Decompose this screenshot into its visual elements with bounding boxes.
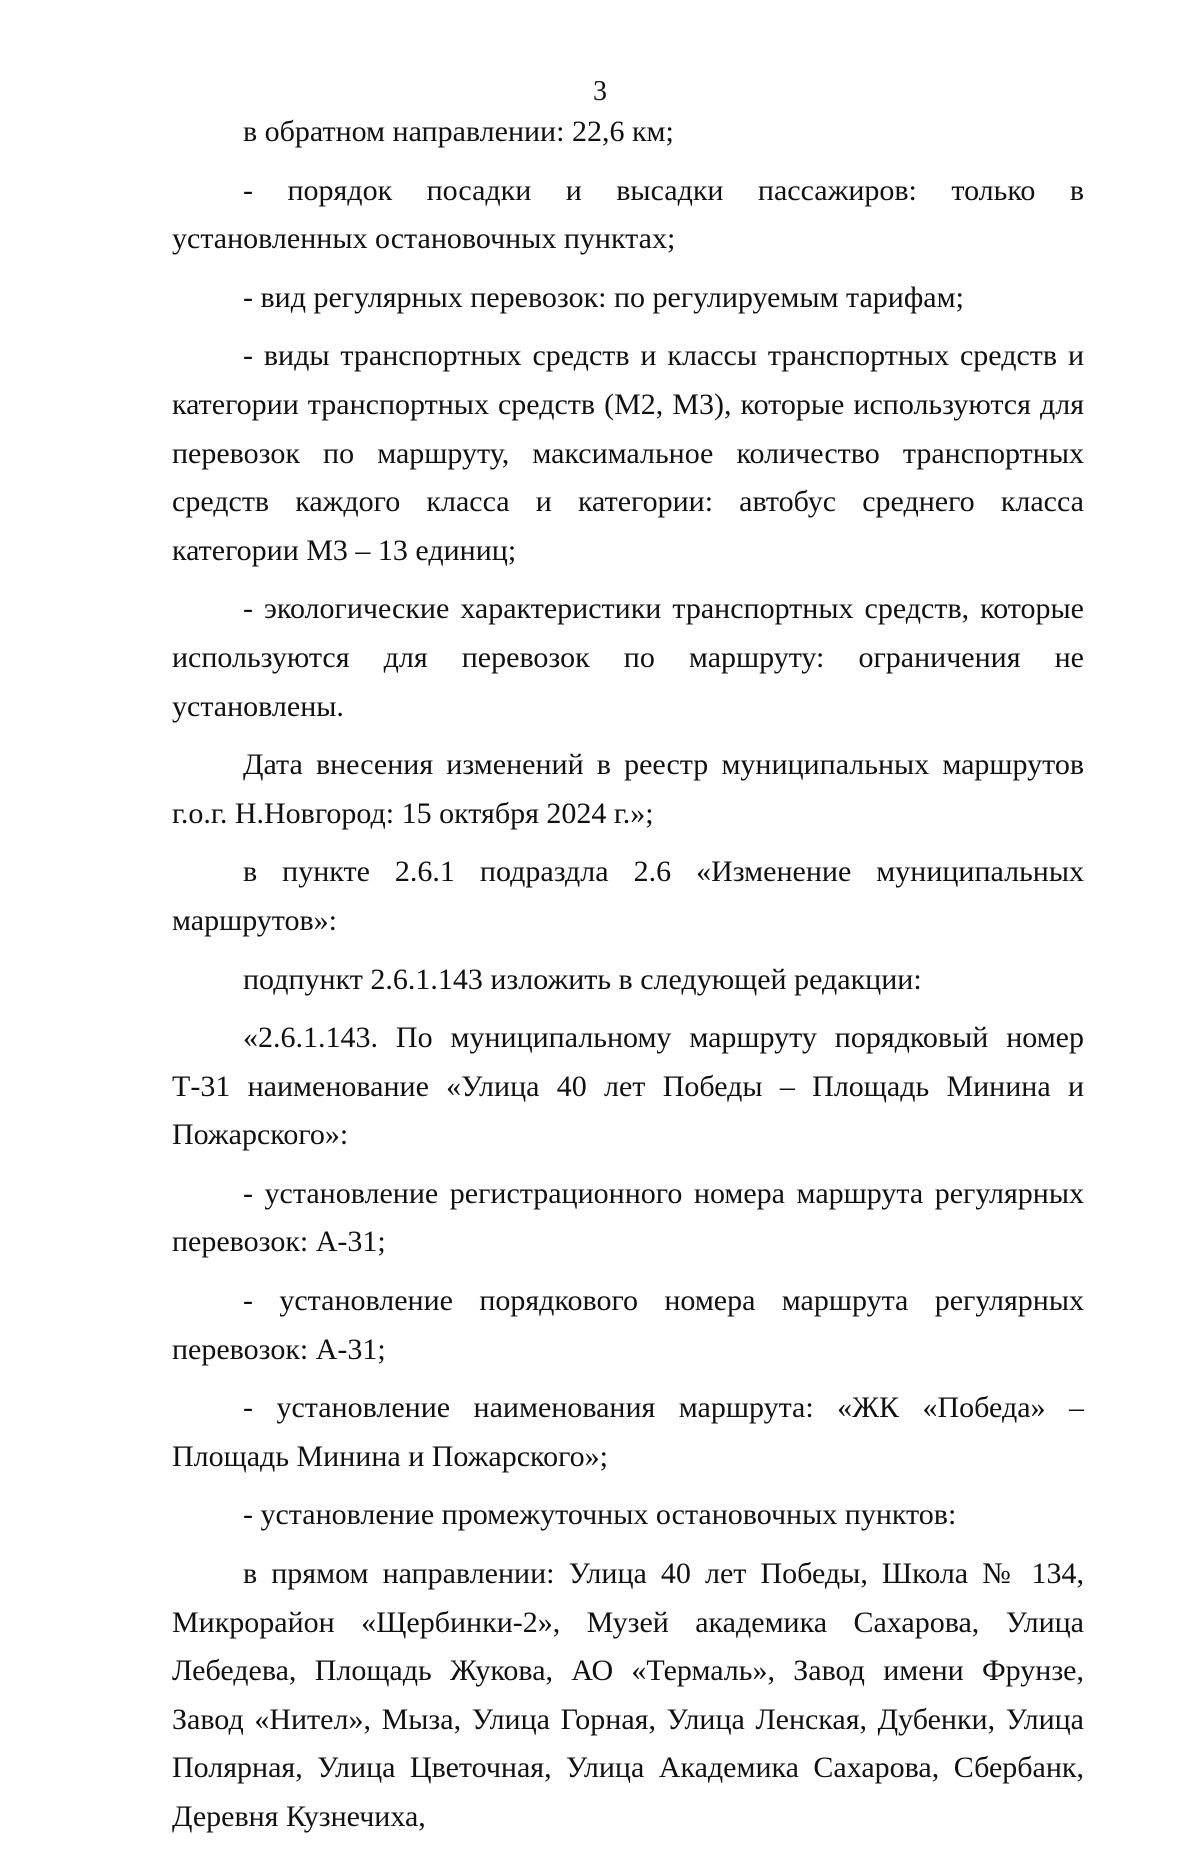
paragraph-sequence-number: - установление порядкового номера маршрута регулярных перевозок: А-31; bbox=[172, 1284, 1084, 1366]
page-number: 3 bbox=[593, 76, 607, 107]
paragraph-boarding-order: - порядок посадки и высадки пассажиров: только в установленных остановочных пунктах; bbox=[172, 173, 1084, 256]
paragraph-route-name: - установление наименования маршрута: «ЖК «Победа» – Площадь Минина и Пожарского»; bbox=[172, 1391, 1084, 1473]
paragraph-ecological-characteristics: - экологические характеристики транспортных средств, которые используются для перевозок по маршруту: ограничения не установлены. bbox=[172, 592, 1084, 723]
document-body bbox=[172, 108, 1084, 1852]
paragraph-reverse-direction-length: в обратном направлении: 22,6 км; bbox=[243, 115, 674, 148]
paragraph-subclause-edit: подпункт 2.6.1.143 изложить в следующей редакции: bbox=[243, 962, 922, 996]
paragraph-registration-number: - установление регистрационного номера маршрута регулярных перевозок: А-31; bbox=[172, 1176, 1084, 1259]
paragraph-vehicle-classes: - виды транспортных средств и классы транспортных средств и категории транспортных средств (М2, М3), которые используются для перевозок по маршруту, максимальное количество транспортных средств каждого класса и категории: автобус среднего класса категории М3 – 13 единиц; bbox=[172, 339, 1084, 567]
paragraph-intermediate-stops: - установление промежуточных остановочных пунктов: bbox=[243, 1498, 957, 1532]
paragraph-registry-change-date: Дата внесения изменений в реестр муниципальных маршрутов г.о.г. Н.Новгород: 15 октября 2024 г.»; bbox=[172, 748, 1084, 830]
paragraph-clause-reference: в пункте 2.6.1 подраздла 2.6 «Изменение муниципальных маршрутов»: bbox=[172, 855, 1084, 937]
paragraph-forward-direction-stops: в прямом направлении: Улица 40 лет Победы, Школа № 134, Микрорайон «Щербинки-2», Музей академика Сахарова, Улица Лебедева, Площадь Жукова, АО «Термаль», Завод имени Фрунзе, Завод «Нител», Мыза, Улица Горная, Улица Ленская, Дубенки, Улица Полярная, Улица Цветочная, Улица Академика Сахарова, Сбербанк, Деревня Кузнечиха, bbox=[172, 1557, 1084, 1833]
paragraph-route-t31: «2.6.1.143. По муниципальному маршруту порядковый номер Т-31 наименование «Улица 40 лет Победы – Площадь Минина и Пожарского»: bbox=[172, 1021, 1084, 1152]
paragraph-transport-type: - вид регулярных перевозок: по регулируемым тарифам; bbox=[243, 280, 964, 314]
